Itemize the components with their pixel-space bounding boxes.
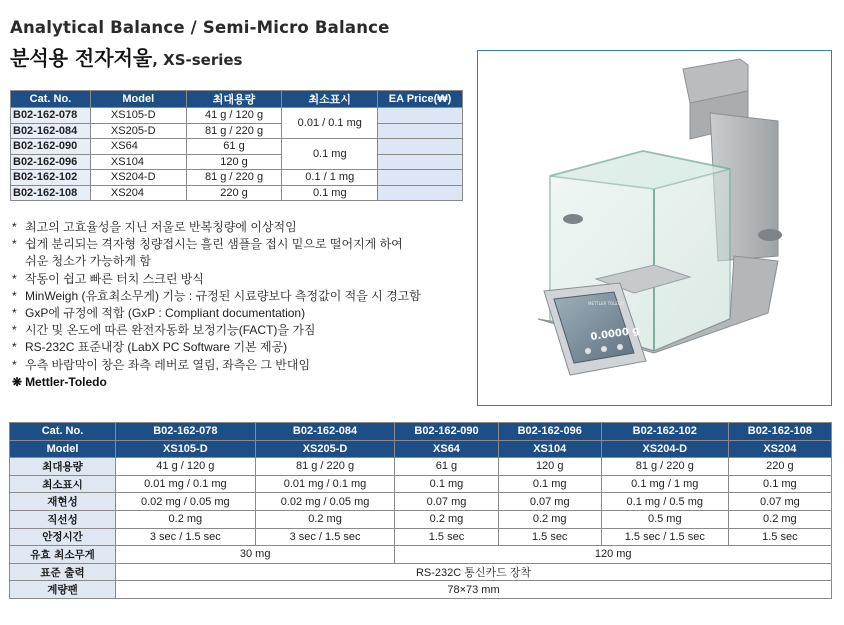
spec-value: 0.07 mg: [728, 493, 831, 511]
feature-text: 작동이 쉽고 빠른 터치 스크린 방식: [25, 271, 204, 286]
spec-value: 78×73 mm: [116, 581, 832, 599]
header-price: EA Price(₩): [378, 91, 463, 108]
cat-no: B02-162-078: [11, 108, 91, 124]
spec-label: 표준 출력: [10, 563, 116, 581]
price-table: [10, 90, 463, 201]
cat-no: B02-162-096: [11, 154, 91, 170]
table-row: [11, 108, 463, 124]
capacity: 81 g / 220 g: [186, 123, 282, 139]
model: XS64: [395, 440, 498, 458]
bullet-marker: *: [12, 237, 17, 252]
spec-value: 0.2 mg: [728, 510, 831, 528]
model: XS105-D: [90, 108, 186, 124]
balance-illustration: [478, 51, 832, 406]
list-item: [12, 288, 472, 305]
bullet-marker: *: [12, 271, 17, 286]
capacity: 220 g: [186, 185, 282, 201]
cat-no: B02-162-108: [11, 185, 91, 201]
spec-label: 최대용량: [10, 458, 116, 476]
readability: 0.1 mg: [282, 139, 378, 170]
model-label: Model: [10, 440, 116, 458]
spec-value: 0.1 mg: [498, 475, 601, 493]
spec-value: 1.5 sec: [728, 528, 831, 546]
table-row: [10, 493, 832, 511]
feature-text: 최고의 고효율성을 지닌 저울로 반복칭량에 이상적임: [25, 220, 297, 234]
cat-no: B02-162-084: [255, 423, 395, 441]
price-cell: [378, 170, 463, 186]
spec-value: 0.02 mg / 0.05 mg: [116, 493, 256, 511]
table-row: [11, 170, 463, 186]
spec-value: 0.01 mg / 0.1 mg: [255, 475, 395, 493]
spec-value: 220 g: [728, 458, 831, 476]
spec-value: 0.1 mg / 1 mg: [601, 475, 728, 493]
spec-value: 3 sec / 1.5 sec: [255, 528, 395, 546]
table-row: [11, 185, 463, 201]
list-item: [12, 357, 472, 374]
feature-text: 쉽게 분리되는 격자형 칭량접시는 흘린 샘플을 접시 밑으로 떨어지게 하여: [25, 237, 403, 252]
brand-name: [12, 375, 107, 389]
price-cell: [378, 154, 463, 170]
model: XS204: [90, 185, 186, 201]
feature-text: 우측 바람막이 창은 좌측 레버로 열림, 좌측은 그 반대임: [25, 357, 311, 372]
spec-label: 안정시간: [10, 528, 116, 546]
spec-value: 0.2 mg: [255, 510, 395, 528]
table-row: [11, 123, 463, 139]
spec-value: 0.2 mg: [116, 510, 256, 528]
subtitle-series: , XS-series: [152, 51, 243, 69]
cat-no: B02-162-096: [498, 423, 601, 441]
spec-value: 0.07 mg: [395, 493, 498, 511]
table-row: [10, 581, 832, 599]
cat-no: B02-162-108: [728, 423, 831, 441]
readability: 0.1 / 1 mg: [282, 170, 378, 186]
model: XS204: [728, 440, 831, 458]
header-readability: 최소표시: [282, 91, 378, 108]
table-row: [11, 139, 463, 155]
bullet-marker: *: [12, 306, 17, 321]
feature-list: [12, 219, 472, 374]
model: XS204-D: [90, 170, 186, 186]
spec-value: 120 g: [498, 458, 601, 476]
spec-label: 재현성: [10, 493, 116, 511]
cat-no: B02-162-090: [11, 139, 91, 155]
feature-text: 시간 및 온도에 따른 완전자동화 보정기능(FACT)을 가짐: [25, 323, 316, 338]
table-row: [10, 458, 832, 476]
bullet-marker: *: [12, 288, 17, 303]
spec-value: 0.01 mg / 0.1 mg: [116, 475, 256, 493]
list-item: [12, 339, 472, 356]
table-row: [10, 528, 832, 546]
model: XS204-D: [601, 440, 728, 458]
feature-text: RS-232C 표준내장 (LabX PC Software 기본 제공): [25, 340, 288, 355]
model: XS105-D: [116, 440, 256, 458]
subtitle-korean: 분석용 전자저울: [10, 46, 153, 70]
cat-no: B02-162-102: [11, 170, 91, 186]
spec-model-row: [10, 440, 832, 458]
list-item: [12, 322, 472, 339]
price-cell: [378, 108, 463, 124]
page-title: Analytical Balance / Semi-Micro Balance: [10, 18, 390, 37]
list-item: [12, 236, 472, 253]
spec-value: 0.5 mg: [601, 510, 728, 528]
spec-value: 0.02 mg / 0.05 mg: [255, 493, 395, 511]
cat-no-label: Cat. No.: [10, 423, 116, 441]
spec-value: 81 g / 220 g: [255, 458, 395, 476]
brand-bullet: ❋: [12, 375, 23, 389]
model: XS64: [90, 139, 186, 155]
bullet-marker: *: [12, 357, 17, 372]
price-cell: [378, 123, 463, 139]
readability: 0.01 / 0.1 mg: [282, 108, 378, 139]
spec-value: 0.2 mg: [498, 510, 601, 528]
model: XS205-D: [255, 440, 395, 458]
table-row: [10, 510, 832, 528]
display-brand: METTLER TOLEDO: [588, 301, 625, 306]
capacity: 61 g: [186, 139, 282, 155]
table-row: [10, 475, 832, 493]
capacity: 81 g / 220 g: [186, 170, 282, 186]
table-row: [10, 563, 832, 581]
product-photo: [477, 50, 832, 406]
spec-value: 0.1 mg: [395, 475, 498, 493]
page-subtitle: [10, 42, 242, 71]
bullet-marker: *: [12, 323, 17, 338]
spec-value: 81 g / 220 g: [601, 458, 728, 476]
spec-value: 1.5 sec: [395, 528, 498, 546]
capacity: 120 g: [186, 154, 282, 170]
spec-header-row: [10, 423, 832, 441]
table-row: [11, 154, 463, 170]
cat-no: B02-162-078: [116, 423, 256, 441]
spec-value: 0.07 mg: [498, 493, 601, 511]
header-capacity: 최대용량: [186, 91, 282, 108]
spec-value: 1.5 sec: [498, 528, 601, 546]
spec-value: RS-232C 통신카드 장착: [116, 563, 832, 581]
display-value: 0.0000 g: [589, 325, 641, 343]
model: XS104: [498, 440, 601, 458]
spec-value: 1.5 sec / 1.5 sec: [601, 528, 728, 546]
spec-value: 41 g / 120 g: [116, 458, 256, 476]
header-model: Model: [90, 91, 186, 108]
spec-value: 120 mg: [395, 546, 832, 564]
header-cat-no: Cat. No.: [11, 91, 91, 108]
price-cell: [378, 139, 463, 155]
spec-label: 계량팬: [10, 581, 116, 599]
spec-value: 61 g: [395, 458, 498, 476]
spec-table: [9, 422, 832, 599]
spec-label: 유효 최소무게: [10, 546, 116, 564]
model: XS205-D: [90, 123, 186, 139]
spec-value: 30 mg: [116, 546, 395, 564]
feature-text: GxP에 규정에 적합 (GxP : Compliant documentation): [25, 306, 306, 321]
list-item: [12, 271, 472, 288]
spec-value: 3 sec / 1.5 sec: [116, 528, 256, 546]
readability: 0.1 mg: [282, 185, 378, 201]
model: XS104: [90, 154, 186, 170]
bullet-marker: *: [12, 340, 17, 355]
capacity: 41 g / 120 g: [186, 108, 282, 124]
list-item: [12, 219, 472, 236]
price-table-header: [11, 91, 463, 108]
cat-no: B02-162-102: [601, 423, 728, 441]
cat-no: B02-162-084: [11, 123, 91, 139]
brand-text: Mettler-Toledo: [25, 375, 107, 389]
price-cell: [378, 185, 463, 201]
spec-label: 직선성: [10, 510, 116, 528]
spec-label: 최소표시: [10, 475, 116, 493]
list-item: [12, 305, 472, 322]
bullet-marker: *: [12, 220, 17, 234]
spec-value: 0.2 mg: [395, 510, 498, 528]
feature-text: 쉬운 청소가 가능하게 함: [25, 254, 151, 269]
table-row: [10, 546, 832, 564]
list-item: [12, 253, 472, 270]
cat-no: B02-162-090: [395, 423, 498, 441]
spec-value: 0.1 mg / 0.5 mg: [601, 493, 728, 511]
feature-text: MinWeigh (유효최소무게) 기능 : 규정된 시료량보다 측정값이 적을 시 경고함: [25, 288, 421, 303]
spec-value: 0.1 mg: [728, 475, 831, 493]
